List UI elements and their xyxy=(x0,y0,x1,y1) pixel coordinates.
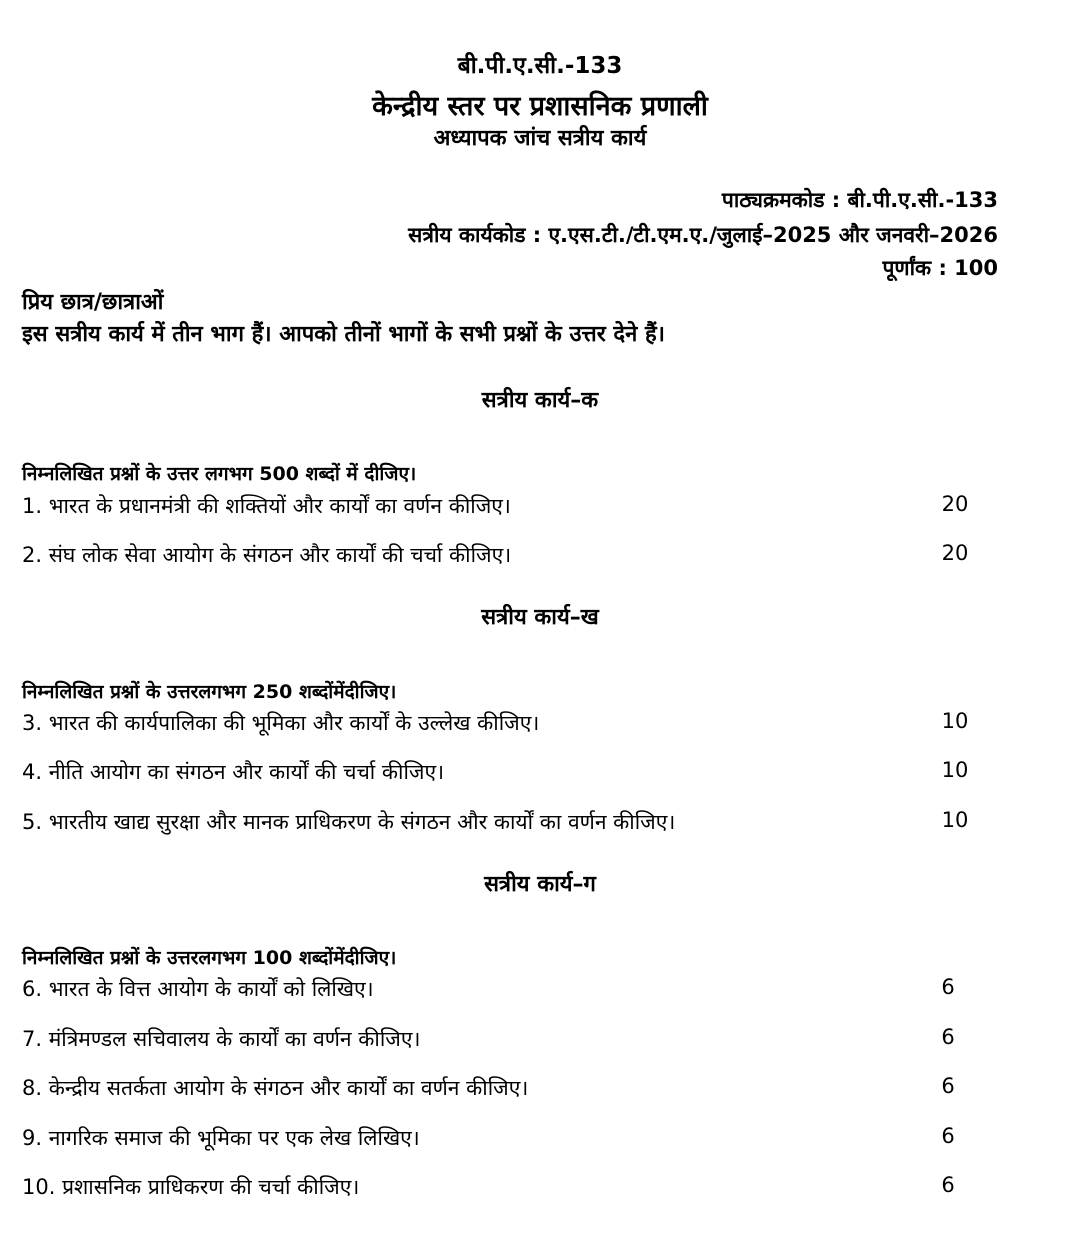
question-2: 2. संघ लोक सेवा आयोग के संगठन और कार्यों की चर्चा कीजिए। xyxy=(22,543,512,567)
section-instruction-b: निम्नलिखित प्रश्नों के उत्तरलगभग 250 शब्दोंमेंदीजिए। xyxy=(22,681,397,703)
question-3-marks: 10 xyxy=(941,709,969,733)
section-heading-c: सत्रीय कार्य–ग xyxy=(484,872,596,897)
document-subtitle: अध्यापक जांच सत्रीय कार्य xyxy=(433,126,647,151)
question-10: 10. प्रशासनिक प्राधिकरण की चर्चा कीजिए। xyxy=(22,1175,360,1199)
section-heading-b: सत्रीय कार्य–ख xyxy=(481,605,599,630)
section-heading-a: सत्रीय कार्य–क xyxy=(481,388,599,413)
general-instruction: इस सत्रीय कार्य में तीन भाग हैं। आपको तीनों भागों के सभी प्रश्नों के उत्तर देने हैं। xyxy=(22,322,665,347)
question-3: 3. भारत की कार्यपालिका की भूमिका और कार्यों के उल्लेख कीजिए। xyxy=(22,711,540,735)
question-7: 7. मंत्रिमण्डल सचिवालय के कार्यों का वर्णन कीजिए। xyxy=(22,1027,421,1051)
question-7-marks: 6 xyxy=(941,1025,955,1049)
assignment-code-line: सत्रीय कार्यकोड : ए.एस.टी./टी.एम.ए./जुलाई–2025 और जनवरी–2026 xyxy=(408,223,998,247)
greeting: प्रिय छात्र/छात्राओं xyxy=(22,290,164,315)
document-title: केन्द्रीय स्तर पर प्रशासनिक प्रणाली xyxy=(372,91,708,122)
question-9: 9. नागरिक समाज की भूमिका पर एक लेख लिखिए। xyxy=(22,1126,420,1150)
course-code-heading: बी.पी.ए.सी.-133 xyxy=(457,53,623,79)
question-5-marks: 10 xyxy=(941,808,969,832)
max-marks-line: पूर्णांक : 100 xyxy=(882,256,998,280)
question-4: 4. नीति आयोग का संगठन और कार्यों की चर्चा कीजिए। xyxy=(22,760,445,784)
question-8: 8. केन्द्रीय सतर्कता आयोग के संगठन और कार्यों का वर्णन कीजिए। xyxy=(22,1076,529,1100)
section-instruction-c: निम्नलिखित प्रश्नों के उत्तरलगभग 100 शब्दोंमेंदीजिए। xyxy=(22,947,397,969)
course-code-line: पाठ्यक्रमकोड : बी.पी.ए.सी.-133 xyxy=(721,188,998,212)
question-2-marks: 20 xyxy=(941,541,969,565)
section-instruction-a: निम्नलिखित प्रश्नों के उत्तर लगभग 500 शब्दों में दीजिए। xyxy=(22,463,417,485)
question-8-marks: 6 xyxy=(941,1074,955,1098)
question-10-marks: 6 xyxy=(941,1173,955,1197)
question-1: 1. भारत के प्रधानमंत्री की शक्तियों और कार्यों का वर्णन कीजिए। xyxy=(22,494,511,518)
question-4-marks: 10 xyxy=(941,758,969,782)
question-1-marks: 20 xyxy=(941,492,969,516)
question-6: 6. भारत के वित्त आयोग के कार्यों को लिखिए। xyxy=(22,977,374,1001)
question-6-marks: 6 xyxy=(941,975,955,999)
question-5: 5. भारतीय खाद्य सुरक्षा और मानक प्राधिकरण के संगठन और कार्यों का वर्णन कीजिए। xyxy=(22,810,676,834)
question-9-marks: 6 xyxy=(941,1124,955,1148)
